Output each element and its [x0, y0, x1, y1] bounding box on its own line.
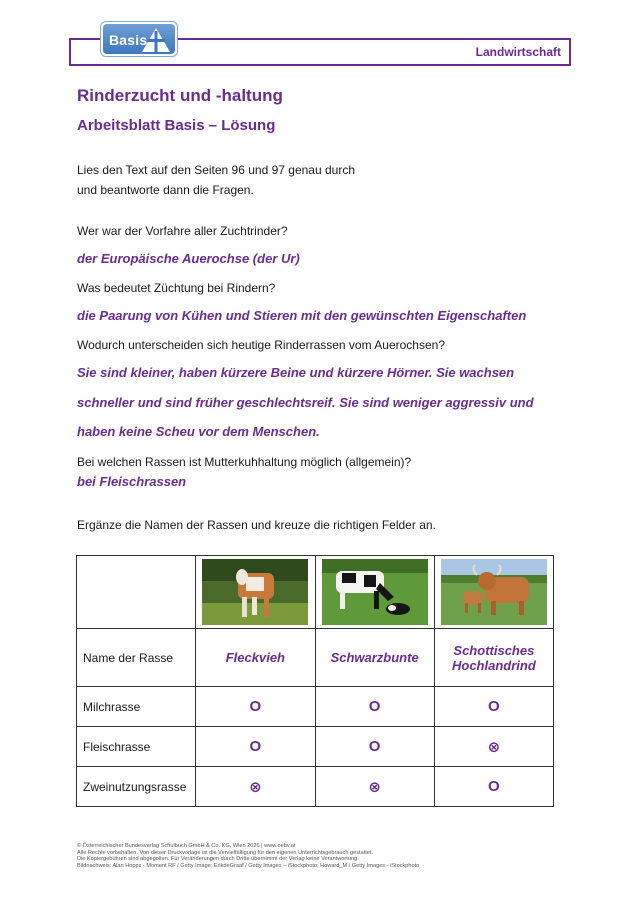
answer-1: der Europäische Auerochse (der Ur) [77, 251, 300, 266]
breed-name-cell [196, 629, 315, 687]
question-4: Bei welchen Rassen ist Mutterkuhhaltung möglich (allgemein)? [77, 455, 412, 469]
footer-fees: Die Kopiergebühren sind abgegolten. Für Veränderungen durch Dritte übernimmt der Verlag keine Verantwortung. [77, 856, 359, 863]
footer-image-credits: Bildnachweis: Alan Hopps - Moment RF / Getty Image; ErikdeGraaf / Getty Images – iStockphoto; Howard_M / Getty Images - iStockphoto [77, 862, 420, 869]
checkbox-mark[interactable]: O [368, 738, 381, 755]
checkbox-mark[interactable]: O [488, 698, 500, 715]
breed-name-cell [315, 629, 434, 687]
highland-cattle-with-calf-photo [441, 559, 547, 625]
question-3: Wodurch unterscheiden sich heutige Rinderrassen vom Auerochsen? [77, 338, 445, 352]
footer-rights: Alle Rechte vorbehalten. Von dieser Druckvorlage ist die Vervielfältigung für den eigenen Unterrichtsgebrauch gestattet. [77, 849, 374, 856]
page-subtitle: Arbeitsblatt Basis – Lösung [77, 117, 276, 134]
schwarzbunte-cow-with-calf-photo [322, 559, 428, 625]
answer-3-line-1: Sie sind kleiner, haben kürzere Beine und kürzere Hörner. Sie wachsen [77, 365, 515, 380]
question-1: Wer war der Vorfahre aller Zuchtrinder? [77, 224, 288, 238]
row-label: Fleischrasse [77, 727, 196, 767]
answer-4: bei Fleischrassen [77, 474, 187, 489]
checkbox-mark[interactable]: O [249, 698, 262, 715]
footer [77, 843, 419, 869]
answer-2: die Paarung von Kühen und Stieren mit den gewünschten Eigenschaften [77, 308, 527, 323]
breed-name-row [77, 629, 554, 687]
subject-label: Landwirtschaft [475, 45, 561, 59]
breed-name: Fleckvieh [225, 650, 285, 665]
image-row [77, 556, 554, 629]
checkbox-mark[interactable]: O [488, 778, 500, 795]
empty-corner-cell [77, 556, 196, 629]
table-row [77, 687, 554, 727]
footer-copyright: © Österreichischer Bundesverlag Schulbuch GmbH & Co. KG, Wien 2026 | www.oebv.at [77, 843, 296, 849]
page-title: Rinderzucht und -haltung [77, 86, 283, 105]
breed-table [76, 555, 554, 807]
fleckvieh-cow-photo [202, 559, 308, 625]
logo-triangle-icon [141, 27, 171, 53]
breed-name: Schwarzbunte [330, 650, 419, 665]
intro-line-1: Lies den Text auf den Seiten 96 und 97 genau durch [77, 163, 355, 177]
checkbox-mark[interactable]: O [368, 698, 381, 715]
checkbox-mark[interactable]: ⊗ [368, 778, 381, 796]
breed-image-cell [434, 556, 553, 629]
breed-name-cell [434, 629, 553, 687]
table-row [77, 727, 554, 767]
logo-text: Basis [109, 32, 148, 48]
breed-name: Schottisches [453, 642, 535, 658]
breed-image-cell [315, 556, 434, 629]
basis-logo [100, 21, 178, 57]
checkbox-mark[interactable]: ⊗ [487, 738, 501, 756]
answer-3-line-2: schneller und sind früher geschlechtsreif. Sie sind weniger aggressiv und [77, 395, 534, 410]
row-label: Zweinutzungsrasse [77, 767, 196, 807]
table-row [77, 767, 554, 807]
row-label: Milchrasse [77, 687, 196, 727]
checkbox-mark[interactable]: O [249, 738, 262, 755]
task-instruction: Ergänze die Namen der Rassen und kreuze die richtigen Felder an. [77, 518, 436, 532]
breed-image-cell [196, 556, 315, 629]
answer-3-line-3: haben keine Scheu vor dem Menschen. [77, 424, 320, 439]
row-label: Name der Rasse [77, 629, 196, 687]
breed-name-line-2: Hochlandrind [451, 657, 536, 673]
question-2: Was bedeutet Züchtung bei Rindern? [77, 281, 276, 295]
checkbox-mark[interactable]: ⊗ [249, 778, 262, 796]
intro-line-2: und beantworte dann die Fragen. [77, 183, 254, 197]
